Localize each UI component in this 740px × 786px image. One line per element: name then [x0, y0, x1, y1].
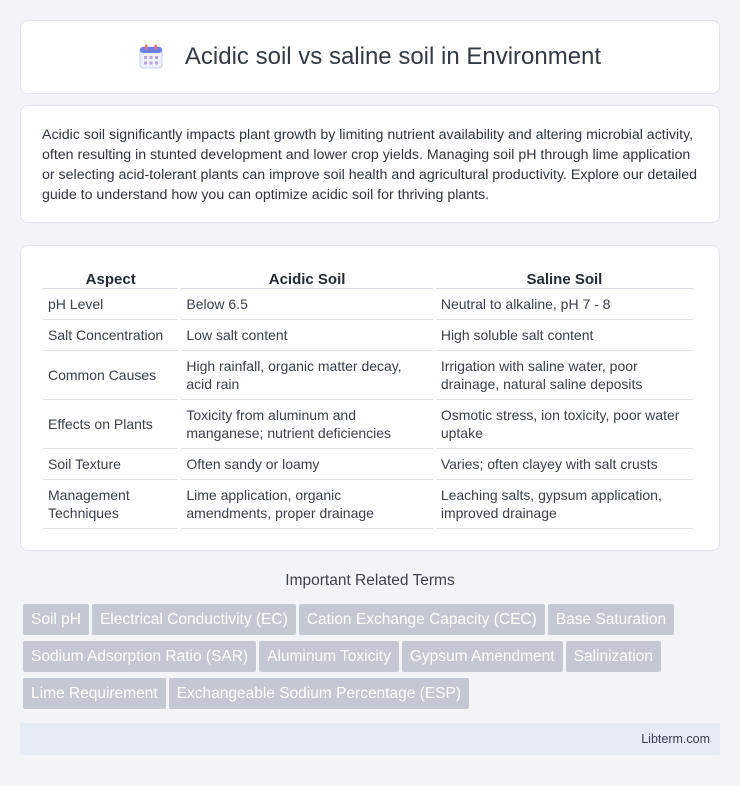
table-cell: Often sandy or loamy	[181, 449, 432, 480]
table-cell: High rainfall, organic matter decay, acid rain	[181, 351, 432, 400]
column-header: Aspect	[43, 266, 178, 289]
comparison-table	[40, 266, 696, 529]
table-cell: Salt Concentration	[43, 320, 178, 351]
intro-card	[20, 105, 720, 223]
term-tag[interactable]: Soil pH	[23, 604, 89, 635]
table-row	[43, 289, 693, 320]
term-tag[interactable]: Exchangeable Sodium Percentage (ESP)	[169, 678, 469, 709]
term-tag[interactable]: Electrical Conductivity (EC)	[92, 604, 296, 635]
table-cell: Lime application, organic amendments, proper drainage	[181, 480, 432, 529]
table-cell: Effects on Plants	[43, 400, 178, 449]
table-cell: Neutral to alkaline, pH 7 - 8	[436, 289, 693, 320]
footer	[20, 723, 720, 755]
table-row	[43, 449, 693, 480]
table-cell: Varies; often clayey with salt crusts	[436, 449, 693, 480]
footer-brand-link[interactable]: Libterm.com	[641, 732, 710, 746]
table-cell: High soluble salt content	[436, 320, 693, 351]
term-tag[interactable]: Sodium Adsorption Ratio (SAR)	[23, 641, 256, 672]
table-row	[43, 400, 693, 449]
term-tag[interactable]: Gypsum Amendment	[402, 641, 563, 672]
calendar-icon	[139, 44, 163, 70]
table-header-row	[43, 266, 693, 289]
page-title: Acidic soil vs saline soil in Environment	[184, 43, 602, 70]
term-tag[interactable]: Cation Exchange Capacity (CEC)	[299, 604, 545, 635]
table-cell: Below 6.5	[181, 289, 432, 320]
column-header: Acidic Soil	[181, 266, 432, 289]
table-cell: Toxicity from aluminum and manganese; nutrient deficiencies	[181, 400, 432, 449]
related-terms-heading: Important Related Terms	[285, 572, 455, 589]
table-row	[43, 320, 693, 351]
table-cell: Management Techniques	[43, 480, 178, 529]
table-cell: Low salt content	[181, 320, 432, 351]
term-tag[interactable]: Aluminum Toxicity	[259, 641, 399, 672]
table-cell: Common Causes	[43, 351, 178, 400]
table-cell: Osmotic stress, ion toxicity, poor water uptake	[436, 400, 693, 449]
table-cell: Leaching salts, gypsum application, improved drainage	[436, 480, 693, 529]
term-tag[interactable]: Lime Requirement	[23, 678, 166, 709]
term-tag[interactable]: Base Saturation	[548, 604, 674, 635]
table-row	[43, 480, 693, 529]
table-cell: pH Level	[43, 289, 178, 320]
related-terms-list	[23, 604, 723, 715]
column-header: Saline Soil	[436, 266, 693, 289]
intro-text: Acidic soil significantly impacts plant growth by limiting nutrient availability and altering microbial activity, often resulting in stunted development and lower crop yields. Managing soil pH through lime application or selecting acid-tolerant plants can improve soil health and agricultural productivity. Explore our detailed guide to understand how you can optimize acidic soil for thriving plants.	[42, 127, 698, 203]
table-cell: Irrigation with saline water, poor drainage, natural saline deposits	[436, 351, 693, 400]
table-row	[43, 351, 693, 400]
page-header	[20, 20, 720, 94]
table-cell: Soil Texture	[43, 449, 178, 480]
term-tag[interactable]: Salinization	[566, 641, 661, 672]
comparison-card	[20, 245, 720, 551]
